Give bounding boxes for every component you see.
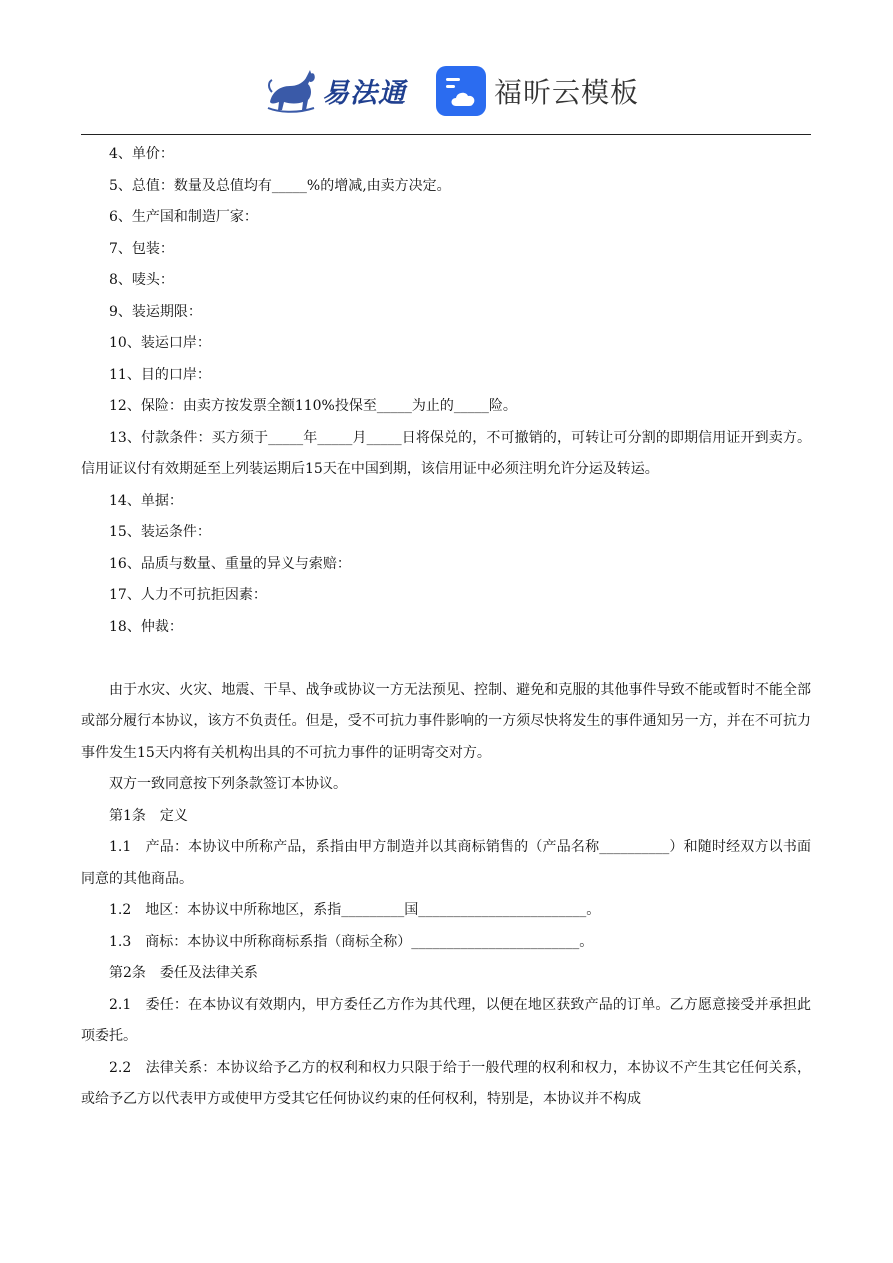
article-1-3-trademark: 1.3 商标：本协议中所称商标系指（商标全称）________________________。 <box>109 933 594 950</box>
clause-18-arbitration: 18、仲裁： <box>109 618 183 635</box>
article-1-1-product: 1.1 产品：本协议中所称产品，系指由甲方制造并以其商标销售的（产品名称__________）和随时经双方以书面同意的其他商品。 <box>81 839 811 887</box>
logo-right-text: 福昕云模板 <box>494 76 640 109</box>
article-1-2-territory: 1.2 地区：本协议中所称地区，系指_________国________________________。 <box>109 902 601 918</box>
agreement-intro: 双方一致同意按下列条款签订本协议。 <box>109 776 347 792</box>
clause-8-shipping-marks: 8、唛头： <box>109 272 174 288</box>
yifatong-logo <box>262 62 414 118</box>
fuxin-logo <box>436 66 639 116</box>
clause-10-loading-port: 10、装运口岸： <box>109 335 211 351</box>
clause-16-quality-claims: 16、品质与数量、重量的异义与索赔： <box>109 555 351 572</box>
force-majeure-paragraph: 由于水灾、火灾、地震、干旱、战争或协议一方无法预见、控制、避免和克服的其他事件导致不能或暂时不能全部或部分履行本协议，该方不负责任。但是，受不可抗力事件影响的一方须尽快将发生的事件通知另一方，并在不可抗力事件发生15天内将有关机构出具的不可抗力事件的证明寄交对方。 <box>81 681 811 761</box>
clause-9-shipment-time: 9、装运期限： <box>109 303 202 320</box>
clause-14-documents: 14、单据： <box>109 492 183 509</box>
blank-line <box>81 643 811 675</box>
article-1-heading: 第1条 定义 <box>109 807 188 824</box>
article-2-2-legal-relationship: 2.2 法律关系：本协议给予乙方的权利和权力只限于给于一般代理的权利和权力，本协议不产生其它任何关系，或给予乙方以代表甲方或使甲方受其它任何协议约束的任何权利，特别是，本协议并不构成 <box>81 1059 811 1107</box>
cloud-document-icon <box>436 66 486 116</box>
page-header <box>0 0 893 136</box>
clause-5-total-value: 5、总值：数量及总值均有_____%的增减,由卖方决定。 <box>109 177 451 194</box>
clause-12-insurance: 12、保险：由卖方按发票全额110%投保至_____为止的_____险。 <box>109 398 517 414</box>
clause-13-payment-terms: 13、付款条件：买方须于_____年_____月_____日将保兑的，不可撤销的，可转让可分割的即期信用证开到卖方。信用证议付有效期延至上列装运期后15天在中国到期，该信用证中必须注明允许分运及转运。 <box>81 429 811 477</box>
clause-7-packing: 7、包装： <box>109 240 174 257</box>
document-body <box>81 139 811 1116</box>
clause-15-shipping-conditions: 15、装运条件： <box>109 524 211 540</box>
article-2-1-appointment: 2.1 委任：在本协议有效期内，甲方委任乙方作为其代理，以便在地区获致产品的订单。乙方愿意接受并承担此项委托。 <box>81 996 811 1044</box>
clause-17-force-majeure: 17、人力不可抗拒因素： <box>109 587 267 603</box>
clause-4-unit-price: 4、单价： <box>109 146 174 162</box>
article-2-heading: 第2条 委任及法律关系 <box>109 965 258 981</box>
clause-6-origin-manufacturer: 6、生产国和制造厂家： <box>109 209 258 225</box>
clause-11-destination-port: 11、目的口岸： <box>109 366 211 383</box>
logo-left-text: 易法通 <box>322 77 406 109</box>
horse-emblem-icon <box>262 62 320 118</box>
header-divider <box>81 134 811 135</box>
